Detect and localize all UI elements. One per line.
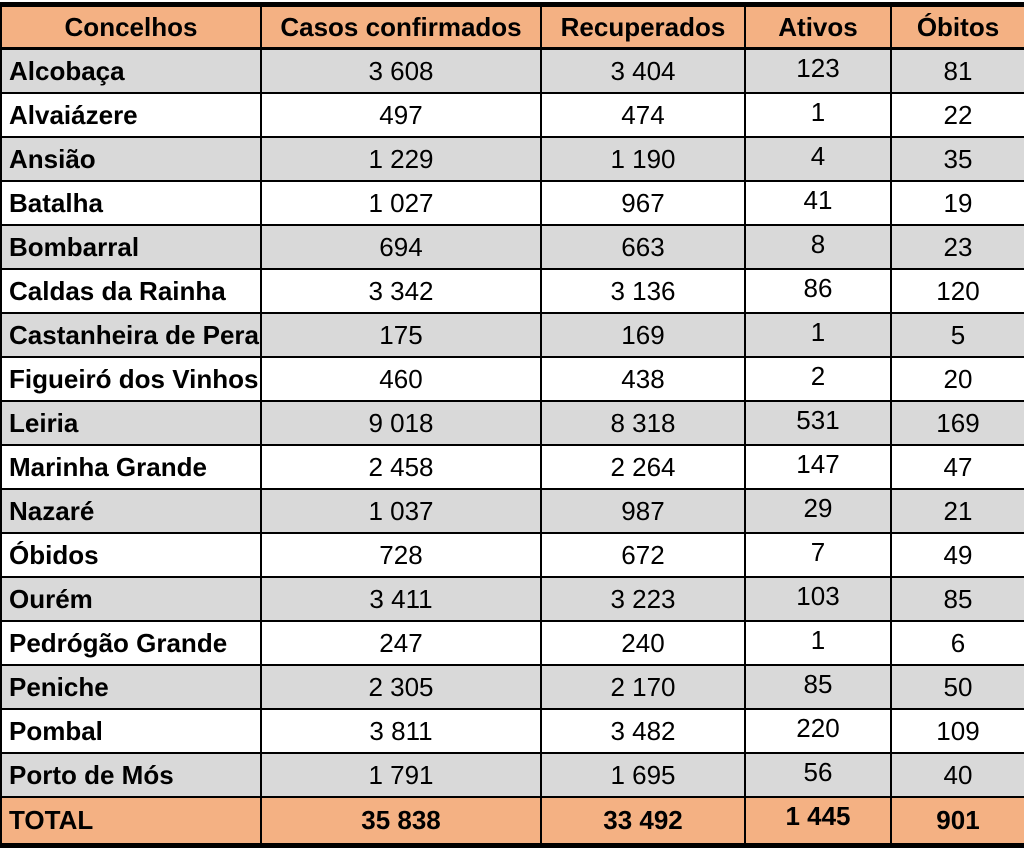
cell-obitos: 50 bbox=[891, 665, 1024, 709]
cell-casos: 1 791 bbox=[261, 753, 541, 797]
cell-casos: 247 bbox=[261, 621, 541, 665]
table-row bbox=[1, 445, 1024, 489]
cell-ativos: 85 bbox=[745, 665, 891, 709]
table-footer bbox=[1, 797, 1024, 846]
cell-recuperados: 967 bbox=[541, 181, 745, 225]
cell-casos: 1 037 bbox=[261, 489, 541, 533]
table-row bbox=[1, 709, 1024, 753]
total-recuperados: 33 492 bbox=[541, 797, 745, 846]
cell-casos: 3 811 bbox=[261, 709, 541, 753]
cell-recuperados: 1 190 bbox=[541, 137, 745, 181]
table-row bbox=[1, 225, 1024, 269]
cell-concelho: Batalha bbox=[1, 181, 261, 225]
cell-concelho: Porto de Mós bbox=[1, 753, 261, 797]
cell-casos: 460 bbox=[261, 357, 541, 401]
total-obitos: 901 bbox=[891, 797, 1024, 846]
cell-obitos: 169 bbox=[891, 401, 1024, 445]
cell-obitos: 20 bbox=[891, 357, 1024, 401]
cell-casos: 1 027 bbox=[261, 181, 541, 225]
cell-concelho: Caldas da Rainha bbox=[1, 269, 261, 313]
cell-ativos: 4 bbox=[745, 137, 891, 181]
table-row bbox=[1, 401, 1024, 445]
cell-concelho: Óbidos bbox=[1, 533, 261, 577]
cell-ativos: 123 bbox=[745, 49, 891, 94]
cell-recuperados: 2 264 bbox=[541, 445, 745, 489]
cell-ativos: 41 bbox=[745, 181, 891, 225]
table-row bbox=[1, 49, 1024, 94]
cell-obitos: 85 bbox=[891, 577, 1024, 621]
table-row bbox=[1, 357, 1024, 401]
cell-concelho: Ourém bbox=[1, 577, 261, 621]
cell-obitos: 6 bbox=[891, 621, 1024, 665]
cell-obitos: 120 bbox=[891, 269, 1024, 313]
cell-ativos: 220 bbox=[745, 709, 891, 753]
table-body bbox=[1, 49, 1024, 798]
cell-obitos: 109 bbox=[891, 709, 1024, 753]
cell-obitos: 23 bbox=[891, 225, 1024, 269]
table-row bbox=[1, 577, 1024, 621]
cell-concelho: Peniche bbox=[1, 665, 261, 709]
total-row bbox=[1, 797, 1024, 846]
cell-recuperados: 8 318 bbox=[541, 401, 745, 445]
column-header-recuperados: Recuperados bbox=[541, 5, 745, 49]
column-header-casos-confirmados: Casos confirmados bbox=[261, 5, 541, 49]
cell-casos: 9 018 bbox=[261, 401, 541, 445]
cell-casos: 497 bbox=[261, 93, 541, 137]
cell-recuperados: 3 136 bbox=[541, 269, 745, 313]
cell-ativos: 1 bbox=[745, 313, 891, 357]
table-row bbox=[1, 137, 1024, 181]
cell-recuperados: 2 170 bbox=[541, 665, 745, 709]
cell-recuperados: 1 695 bbox=[541, 753, 745, 797]
cell-ativos: 1 bbox=[745, 621, 891, 665]
cell-ativos: 103 bbox=[745, 577, 891, 621]
header-row bbox=[1, 5, 1024, 49]
cell-casos: 2 458 bbox=[261, 445, 541, 489]
covid-concelhos-table bbox=[0, 2, 1024, 848]
cell-recuperados: 474 bbox=[541, 93, 745, 137]
cell-obitos: 81 bbox=[891, 49, 1024, 94]
cell-ativos: 147 bbox=[745, 445, 891, 489]
cell-recuperados: 3 404 bbox=[541, 49, 745, 94]
cell-ativos: 531 bbox=[745, 401, 891, 445]
cell-recuperados: 240 bbox=[541, 621, 745, 665]
cell-obitos: 19 bbox=[891, 181, 1024, 225]
table-row bbox=[1, 533, 1024, 577]
cell-ativos: 1 bbox=[745, 93, 891, 137]
table-row bbox=[1, 753, 1024, 797]
cell-concelho: Marinha Grande bbox=[1, 445, 261, 489]
cell-recuperados: 987 bbox=[541, 489, 745, 533]
table-row bbox=[1, 665, 1024, 709]
cell-recuperados: 672 bbox=[541, 533, 745, 577]
table-row bbox=[1, 269, 1024, 313]
table-row bbox=[1, 181, 1024, 225]
cell-concelho: Pedrógão Grande bbox=[1, 621, 261, 665]
table-row bbox=[1, 621, 1024, 665]
cell-ativos: 29 bbox=[745, 489, 891, 533]
cell-concelho: Nazaré bbox=[1, 489, 261, 533]
cell-obitos: 21 bbox=[891, 489, 1024, 533]
table-row bbox=[1, 93, 1024, 137]
total-casos: 35 838 bbox=[261, 797, 541, 846]
cell-recuperados: 663 bbox=[541, 225, 745, 269]
cell-casos: 175 bbox=[261, 313, 541, 357]
cell-recuperados: 3 223 bbox=[541, 577, 745, 621]
cell-concelho: Alvaiázere bbox=[1, 93, 261, 137]
table-header bbox=[1, 5, 1024, 49]
column-header-obitos: Óbitos bbox=[891, 5, 1024, 49]
table-row bbox=[1, 313, 1024, 357]
total-label: TOTAL bbox=[1, 797, 261, 846]
table-row bbox=[1, 489, 1024, 533]
cell-concelho: Leiria bbox=[1, 401, 261, 445]
cell-casos: 1 229 bbox=[261, 137, 541, 181]
cell-obitos: 47 bbox=[891, 445, 1024, 489]
cell-recuperados: 169 bbox=[541, 313, 745, 357]
cell-casos: 728 bbox=[261, 533, 541, 577]
cell-ativos: 86 bbox=[745, 269, 891, 313]
cell-obitos: 40 bbox=[891, 753, 1024, 797]
cell-casos: 3 411 bbox=[261, 577, 541, 621]
total-ativos: 1 445 bbox=[745, 797, 891, 846]
cell-casos: 694 bbox=[261, 225, 541, 269]
cell-concelho: Alcobaça bbox=[1, 49, 261, 94]
cell-concelho: Castanheira de Pera bbox=[1, 313, 261, 357]
cell-concelho: Ansião bbox=[1, 137, 261, 181]
cell-obitos: 22 bbox=[891, 93, 1024, 137]
cell-ativos: 7 bbox=[745, 533, 891, 577]
column-header-concelhos: Concelhos bbox=[1, 5, 261, 49]
cell-casos: 3 608 bbox=[261, 49, 541, 94]
cell-casos: 2 305 bbox=[261, 665, 541, 709]
cell-ativos: 56 bbox=[745, 753, 891, 797]
cell-ativos: 8 bbox=[745, 225, 891, 269]
column-header-ativos: Ativos bbox=[745, 5, 891, 49]
cell-recuperados: 3 482 bbox=[541, 709, 745, 753]
cell-casos: 3 342 bbox=[261, 269, 541, 313]
cell-recuperados: 438 bbox=[541, 357, 745, 401]
cell-ativos: 2 bbox=[745, 357, 891, 401]
cell-obitos: 5 bbox=[891, 313, 1024, 357]
cell-obitos: 35 bbox=[891, 137, 1024, 181]
cell-concelho: Bombarral bbox=[1, 225, 261, 269]
cell-concelho: Figueiró dos Vinhos bbox=[1, 357, 261, 401]
cell-concelho: Pombal bbox=[1, 709, 261, 753]
cell-obitos: 49 bbox=[891, 533, 1024, 577]
